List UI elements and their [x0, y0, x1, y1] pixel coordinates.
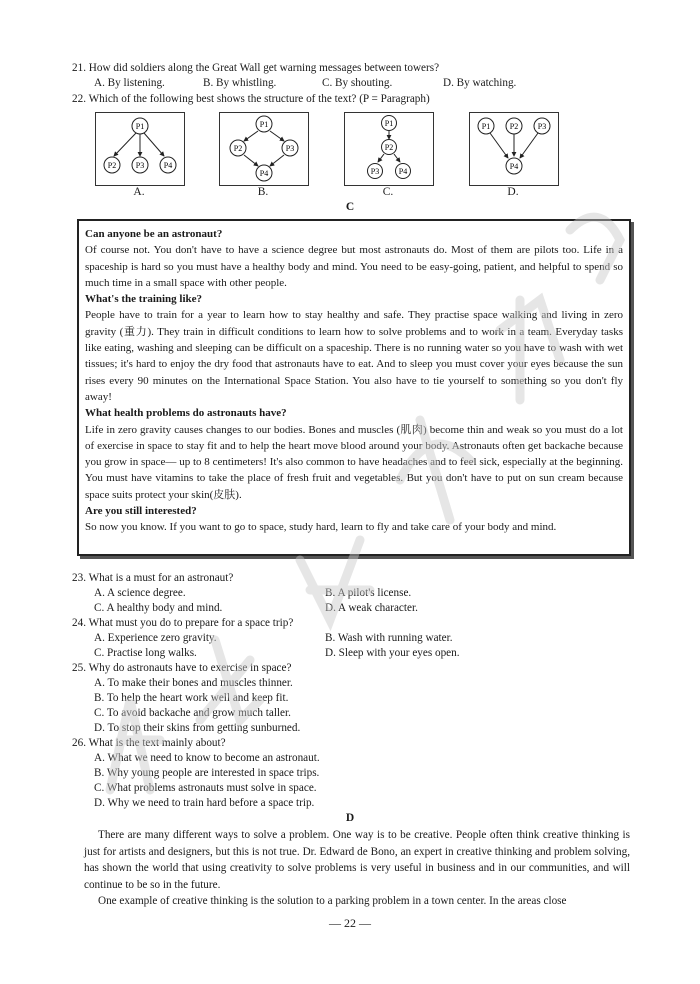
q23-option-a: A. A science degree.	[94, 587, 186, 599]
node-label: P1	[259, 120, 269, 129]
section-d-heading: D	[345, 812, 355, 824]
diagram-b	[219, 112, 309, 186]
q25-option-d: D. To stop their skins from getting sunburned.	[94, 722, 301, 734]
diagram-a-label: A.	[133, 186, 145, 198]
q22-stem: 22. Which of the following best shows the structure of the text? (P = Paragraph)	[72, 93, 430, 105]
page-number: — 22 —	[329, 916, 371, 930]
diagram-d	[469, 112, 559, 186]
q24-option-c: C. Practise long walks.	[94, 647, 197, 659]
q25-option-a: A. To make their bones and muscles thinner.	[94, 677, 293, 689]
q26-option-b: B. Why young people are interested in space trips.	[94, 767, 320, 779]
node-label: P2	[233, 144, 243, 153]
q23-option-d: D. A weak character.	[325, 602, 418, 614]
node-label: P2	[384, 143, 394, 152]
node-label: P1	[135, 122, 145, 131]
passage-c-heading-1: Can anyone be an astronaut?	[85, 228, 223, 240]
diagram-d-graph	[470, 113, 558, 185]
q26-option-c: C. What problems astronauts must solve in space.	[94, 782, 317, 794]
node-label: P1	[384, 119, 394, 128]
diagram-c	[344, 112, 434, 186]
passage-c-paragraph-2: People have to train for a year to learn how to stay healthy and safe. They practise space walking and living in zero gravity (重力). They train in difficult conditions to learn how to solve problems and to work in a team. Everyday tasks like eating, washing and sleeping can be difficult on a spaceship. There is no running water so you have to wash with wet tissues; it's hard to enjoy the dry food that astronauts have to eat. And to sleep you must cover your eyes because the sun rises every 90 minutes on the International Space Station. You also have to tie yourself to something so you don't fly away!	[85, 309, 623, 403]
passage-c-heading-2: What's the training like?	[85, 293, 203, 306]
q23-stem: 23. What is a must for an astronaut?	[72, 572, 234, 584]
q25-option-c: C. To avoid backache and grow much taller.	[94, 707, 291, 719]
diagram-b-label: B.	[257, 186, 269, 198]
passage-d	[84, 827, 630, 910]
passage-c-heading-3: What health problems do astronauts have?	[85, 407, 287, 420]
node-label: P3	[135, 161, 145, 170]
diagram-d-label: D.	[507, 186, 519, 198]
section-c-heading: C	[345, 201, 355, 213]
q23-option-b: B. A pilot's license.	[325, 587, 412, 599]
q25-option-b: B. To help the heart work well and keep fit.	[94, 692, 289, 704]
diagram-c-label: C.	[382, 186, 394, 198]
q25-stem: 25. Why do astronauts have to exercise in space?	[72, 662, 292, 674]
q26-option-a: A. What we need to know to become an astronaut.	[94, 752, 320, 764]
q23-option-c: C. A healthy body and mind.	[94, 602, 223, 614]
passage-c-paragraph-4: So now you know. If you want to go to space, study hard, learn to fly and take care of your body and mind.	[85, 521, 557, 534]
node-label: P4	[398, 167, 408, 176]
node-label: P4	[163, 161, 173, 170]
passage-c-paragraph-3: Life in zero gravity causes changes to our bodies. Bones and muscles (肌肉) become thin and weak so you must do a lot of exercise in space to stay fit and to help the heart move blood around your body. Astronauts often get backache because you grow in space— up to 8 centimeters! It's also common to have headaches and to feel sick, especially at the beginning. You must have vitamins to take the place of fresh fruit and vegetables. But you don't have to put on sun cream because space suits protect your skin(皮肤).	[85, 423, 623, 501]
node-label: P2	[509, 122, 519, 131]
q24-option-a: A. Experience zero gravity.	[94, 632, 217, 644]
q24-option-b: B. Wash with running water.	[325, 632, 453, 644]
node-label: P4	[509, 162, 519, 171]
passage-d-paragraph-1: There are many different ways to solve a problem. One way is to be creative. People often think creative thinking is just for artists and designers, but this is not true. Dr. Edward de Bono, an expert in creative thinking and problem solving, has shown the world that using creativity to solve problems is very useful in business and in our communities, and will continue to be so in the future.	[84, 829, 630, 891]
diagram-c-graph	[345, 113, 433, 185]
diagram-a	[95, 112, 185, 186]
diagram-b-graph	[220, 113, 308, 185]
node-label: P3	[370, 167, 380, 176]
q21-option-c: C. By shouting.	[322, 77, 393, 89]
passage-c	[85, 226, 623, 536]
node-label: P2	[107, 161, 117, 170]
passage-c-paragraph-1: Of course not. You don't have to have a science degree but most astronauts do. Most of them are pilots too. Life in a spaceship is hard so you must have a healthy body and mind. You need to be easy-going, patient, and helpful to spend so much time in a small space with other people.	[85, 244, 623, 289]
q26-stem: 26. What is the text mainly about?	[72, 737, 226, 749]
diagram-a-graph	[96, 113, 184, 185]
node-label: P3	[537, 122, 547, 131]
q21-option-b: B. By whistling.	[203, 77, 277, 89]
q24-option-d: D. Sleep with your eyes open.	[325, 647, 460, 659]
passage-c-heading-4: Are you still interested?	[85, 505, 197, 518]
q21-stem: 21. How did soldiers along the Great Wall get warning messages between towers?	[72, 62, 440, 74]
q21-option-a: A. By listening.	[94, 77, 165, 89]
node-label: P1	[481, 122, 491, 131]
passage-d-paragraph-2: One example of creative thinking is the solution to a parking problem in a town center. In the areas close	[98, 895, 567, 907]
node-label: P4	[259, 169, 269, 178]
q21-option-d: D. By watching.	[443, 77, 517, 89]
structure-diagrams	[90, 112, 630, 202]
q26-option-d: D. Why we need to train hard before a space trip.	[94, 797, 315, 809]
q24-stem: 24. What must you do to prepare for a space trip?	[72, 617, 294, 629]
node-label: P3	[285, 144, 295, 153]
passage-c-box	[77, 219, 631, 556]
